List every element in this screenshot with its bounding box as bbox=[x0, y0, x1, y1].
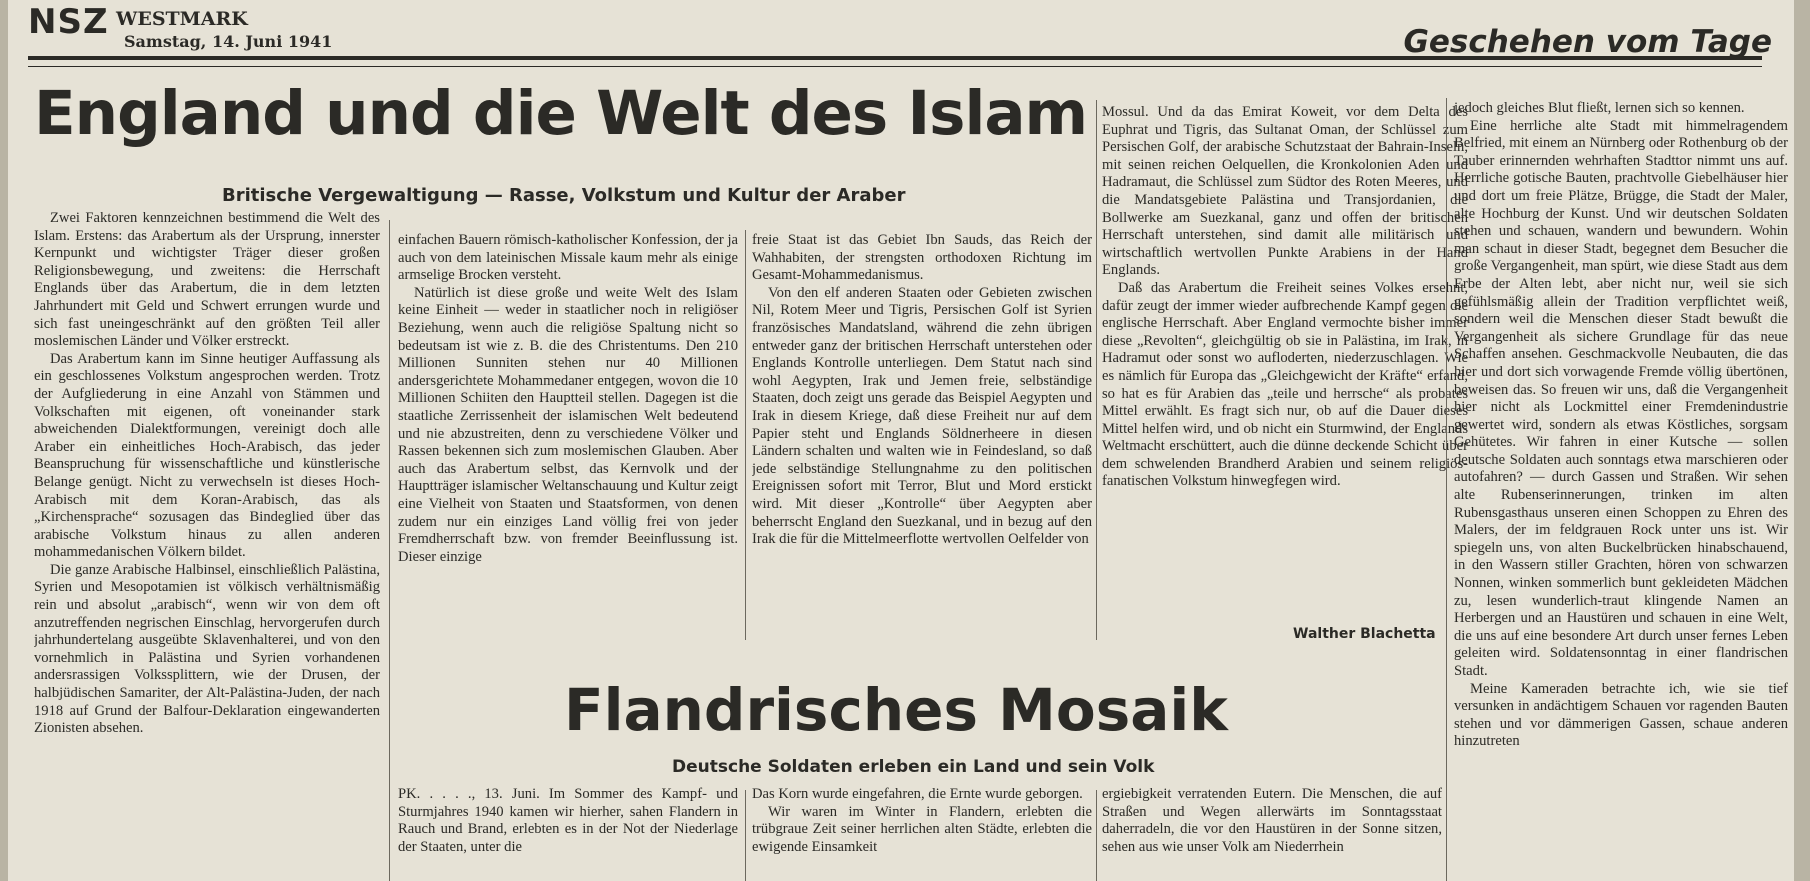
paragraph: Meine Kameraden betrachte ich, wie sie tief versunken in andächtigem Schauen vor ragenden Bauten stehen und vor dämmerigen Gassen, schaue anderen hinzutreten bbox=[1454, 680, 1788, 750]
paragraph: jedoch gleiches Blut fließt, lernen sich so kennen. bbox=[1454, 100, 1745, 116]
article1-headline: England und die Welt des Islam bbox=[34, 78, 1088, 149]
masthead-rule-thin bbox=[28, 66, 1762, 67]
column-divider bbox=[1446, 98, 1447, 881]
article1-column-4 bbox=[1102, 104, 1468, 626]
paragraph: freie Staat ist das Gebiet Ibn Sauds, das Reich der Wahhabiten, der strengsten orthodoxen Richtung im Gesamt-Mohammedanismus. bbox=[752, 232, 1092, 284]
paragraph: einfachen Bauern römisch-katholischer Konfession, der ja auch von dem lateinischen Missale kaum mehr als einige armselige Brocken versteht. bbox=[398, 232, 738, 284]
paragraph: ergiebigkeit verratenden Eutern. Die Menschen, die auf Straßen und Wegen allerwärts im Sonntagsstaat daherradeln, die vor den Haustüren in der Sonne sitzen, sehen aus wie unser Volk am Niederrhein bbox=[1102, 786, 1442, 855]
article1-subheadline: Britische Vergewaltigung — Rasse, Volkstum und Kultur der Araber bbox=[222, 185, 906, 206]
column-divider bbox=[389, 220, 390, 881]
paragraph: Das Korn wurde eingefahren, die Ernte wurde geborgen. bbox=[752, 786, 1083, 802]
section-title: Geschehen vom Tage bbox=[1403, 24, 1772, 60]
article2-subheadline: Deutsche Soldaten erleben ein Land und sein Volk bbox=[672, 757, 1155, 777]
masthead-logo: NSZ bbox=[28, 2, 109, 42]
article2-column-1 bbox=[398, 786, 738, 881]
masthead-date: Samstag, 14. Juni 1941 bbox=[124, 32, 333, 51]
column-divider bbox=[745, 790, 746, 881]
paragraph: Daß das Arabertum die Freiheit seines Volkes ersehnt, dafür zeugt der immer wieder aufbrechende Kampf gegen die englische Herrschaft. Aber England vermochte bisher immer diese „Revolten“, gleichgültig ob sie in Palästina, im Irak, in Hadramut oder sonst wo aufloderten, niederzuschlagen. Wie es nämlich für Europa das „Gleichgewicht der Kräfte“ erfand, so hat es für Arabien das „teile und herrsche“ als probates Mittel erwählt. Es fragt sich nur, ob auf die Dauer dieses Mittel helfen wird, und ob nicht ein Sturmwind, der Englands Weltmacht erschüttert, auch die dünne deckende Schicht über dem schwelenden Brandherd Arabien und seinem religiös-fanatischen Volkstum hinwegfegen wird. bbox=[1102, 279, 1468, 490]
newspaper-page bbox=[8, 0, 1794, 881]
article2-column-2 bbox=[752, 786, 1092, 881]
article2-headline: Flandrisches Mosaik bbox=[564, 676, 1228, 744]
column-divider bbox=[745, 230, 746, 640]
paragraph: Natürlich ist diese große und weite Welt des Islam keine Einheit — weder in staatlicher noch in religiöser Beziehung, wenn auch die religiöse Spaltung nicht so bedeutsam ist wie z. B. die des Christentums. Den 210 Millionen Sunniten stehen nur 40 Millionen andersgerichtete Mohammedaner entgegen, wovon die 10 Millionen Schiiten den Hauptteil stellen. Dagegen ist die staatliche Zerrissenheit der islamischen Welt bedeutend und nie abzustreiten, denn zu verschiedene Völker und Rassen bekennen sich zum moslemischen Glauben. Aber auch das Arabertum selbst, das Kernvolk und der Hauptträger islamischer Weltanschauung und Kultur zeigt eine Vielheit von Staaten und Staatsformen, von denen zudem nur ein einziges Land völlig frei von jeder Fremdherrschaft bzw. von fremder Beeinflussung ist. Dieser einzige bbox=[398, 284, 738, 565]
paragraph: Von den elf anderen Staaten oder Gebieten zwischen Nil, Rotem Meer und Tigris, Persischen Golf ist Syrien französisches Mandatsland, während die zehn übrigen entweder ganz der britischen Herrschaft unterstehen oder Englands Kontrolle unterliegen. Dem Statut nach sind wohl Aegypten, Irak und Jemen freie, selbständige Staaten, doch zeigt uns gerade das Beispiel Aegypten und Irak in diesem Kriege, daß diese Freiheit nur auf dem Papier steht und Englands Söldnerheere in diesen Ländern schalten und walten wie in Feindesland, so daß jede selbständige Stellungnahme zu den politischen Ereignissen sofort mit Terror, Blut und Mord erstickt wird. Mit dieser „Kontrolle“ über Aegypten aber beherrscht England den Suezkanal, und in bezug auf den Irak die für die Mittelmeerflotte wertvollen Oelfelder von bbox=[752, 284, 1092, 548]
paragraph: Mossul. Und da das Emirat Koweit, vor dem Delta des Euphrat und Tigris, das Sultanat Oman, der Schlüssel zum Persischen Golf, der arabische Schutzstaat der Bahrain-Inseln, mit seinen reichen Oelquellen, die Kronkolonien Aden und Hadramaut, die Schlüssel zum Südtor des Roten Meeres, und die Mandatsgebiete Palästina und Transjordanien, die Bollwerke am Suezkanal, ganz und offen der britischen Herrschaft unterstehen, sind damit alle militärisch und wirtschaftlich wertvollen Punkte Arabiens in der Hand Englands. bbox=[1102, 104, 1468, 279]
paragraph: Eine herrliche alte Stadt mit himmelragendem Belfried, mit einem an Nürnberg oder Rothenburg ob der Tauber erinnernden wehrhaften Stadttor nimmt uns auf. Herrliche gotische Bauten, prachtvolle Giebelhäuser hier und dort um freie Plätze, Brügge, die Stadt der Maler, alte Hochburg der Kunst. Und wir deutschen Soldaten stehen und schauen, wandern und bewundern. Wohin man schaut in dieser Stadt, begegnet dem Besucher die große Vergangenheit, man spürt, wie diese Stadt aus dem Erbe der Alten lebt, aber nicht nur, weil sie sich gefühlsmäßig allein der Tradition verpflichtet weiß, sondern weil die Menschen dieser Stadt bewußt die Vergangenheit als sichere Grundlage für das neue Schaffen ansehen. Geschmackvolle Neubauten, die das hier und dort sich vorwagende Fremde völlig übertönen, beweisen das. So freuen wir uns, daß die Vergangenheit hier nicht als Lockmittel einer Fremdenindustrie gewertet wird, sondern als etwas Köstliches, sorgsam Gehütetes. Wir fahren in einer Kutsche — sollen deutsche Soldaten auch sonntags etwa marschieren oder autofahren? — durch Gassen und Straßen. Wir sehen alte Rubenserinnerungen, trinken im alten Rubensgasthaus unseren einen Schoppen zu Ehren des Malers, der im feldgrauen Rock unter uns ist. Wir spiegeln uns, von alten Buckelbrücken hinabschauend, in den Wassern stiller Grachten, hören von schwarzen Nonnen, winken sommerlich bunt gekleideten Mädchen zu, lesen wunderlich-traut klingende Namen an Herbergen und an Haustüren und schauen in eine Welt, die uns auf eine besondere Art durch unser fernes Leben geleiten wird. Soldatensonntag in einer flandrischen Stadt. bbox=[1454, 117, 1788, 679]
article2-column-right bbox=[1454, 100, 1788, 881]
paragraph: Die ganze Arabische Halbinsel, einschließlich Palästina, Syrien und Mesopotamien ist völkisch verhältnismäßig rein und absolut „arabisch“, wenn wir von dem oft anzutreffenden negrischen Einschlag, hervorgerufen durch jahrhundertelang ausgeübte Sklavenhalterei, und von den vornehmlich in Palästina und Syrien vorhandenen andersrassigen Volkssplittern, wie der Drusen, der halbjüdischen Samariter, der Alt-Palästina-Juden, der nach 1918 auf Grund der Balfour-Deklaration eingewanderten Zionisten absehen. bbox=[34, 561, 380, 737]
paragraph: Zwei Faktoren kennzeichnen bestimmend die Welt des Islam. Erstens: das Arabertum als der Ursprung, innerster Kernpunkt und wichtigster Träger dieser großen Religionsbewegung, und zweitens: die Herrschaft Englands über das Arabertum, die in dem letzten Jahrhundert mit Geld und Schwert errungen wurde und sich fast uneingeschränkt auf den größten Teil aller moslemischen Länder und Völker erstreckt. bbox=[34, 210, 380, 350]
paragraph: Das Arabertum kann im Sinne heutiger Auffassung als ein geschlossenes Volkstum angesprochen werden. Trotz der Aufgliederung in eine Anzahl von Stämmen und Volkschaften mit eigenen, oft voneinander stark abweichenden Dialektformungen, vereinigt doch alle Araber ein einheitliches Hoch-Arabisch, das jeder Beanspruchung für wissenschaftliche und künstlerische Belange genügt. Nicht zu verwechseln ist dieses Hoch-Arabisch mit dem Koran-Arabisch, das als „Kirchensprache“ sozusagen das Bindeglied über das arabische Volkstum hinaus zu allen anderen mohammedanischen Völkern bildet. bbox=[34, 350, 380, 561]
paragraph: PK. . . . ., 13. Juni. Im Sommer des Kampf- und Sturmjahres 1940 kamen wir hierher, sahen Flandern in Rauch und Brand, erlebten es in der Not der Niederlage der Staaten, unter die bbox=[398, 786, 738, 855]
article1-column-3 bbox=[752, 232, 1092, 642]
article1-column-2 bbox=[398, 232, 738, 642]
column-divider bbox=[1096, 790, 1097, 881]
masthead-rule bbox=[28, 56, 1762, 60]
masthead-title: WESTMARK bbox=[116, 8, 248, 30]
paragraph: Wir waren im Winter in Flandern, erlebten die trübgraue Zeit seiner herrlichen alten Städte, erlebten die ewigende Einsamkeit bbox=[752, 803, 1092, 855]
column-divider bbox=[1096, 100, 1097, 640]
article1-column-1 bbox=[34, 210, 380, 881]
article2-column-3 bbox=[1102, 786, 1442, 881]
author-signature: Walther Blachetta bbox=[1293, 626, 1436, 642]
